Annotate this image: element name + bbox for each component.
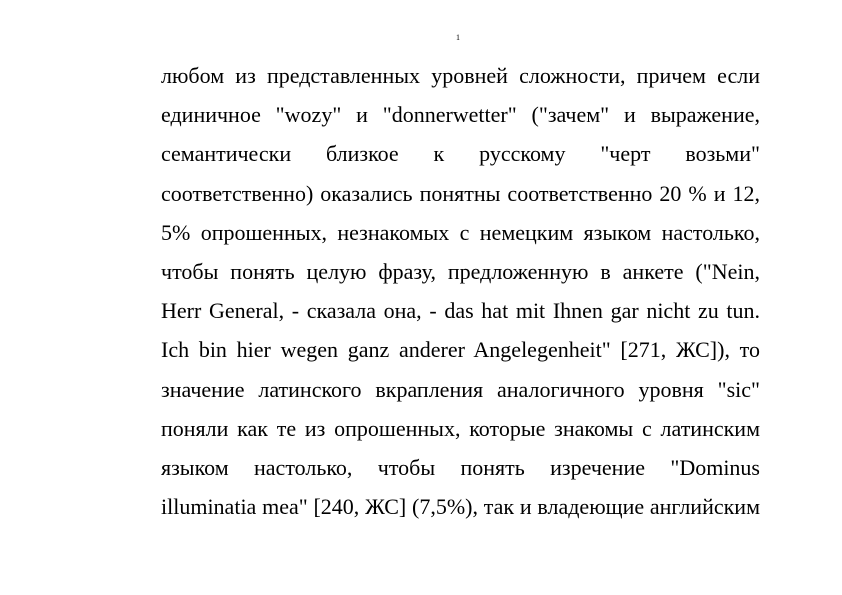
text-line: любом из представленных уровней сложности, причем если <box>161 63 760 88</box>
text-line: соответственно) оказались понятны соответственно 20 % и 12, <box>161 180 760 206</box>
text-line: чтобы понять целую фразу, предложенную в анкете ("Nein, <box>161 258 760 284</box>
text-line: illuminatia mea" [240, ЖС] (7,5%), так и владеющие английским <box>161 494 760 520</box>
text-line: значение латинского вкрапления аналогичного уровня "sic" <box>161 376 760 402</box>
text-line: 5% опрошенных, незнакомых с немецким языком настолько, <box>161 219 760 245</box>
text-line: единичное "wozy" и "donnerwetter" ("зачем" и выражение, <box>161 102 760 128</box>
text-line: языком настолько, чтобы понять изречение "Dominus <box>161 454 760 480</box>
text-line: Ich bin hier wegen ganz anderer Angelegenheit" [271, ЖС]), то <box>161 337 760 363</box>
page-number: 1 <box>456 33 460 42</box>
text-line: Herr General, - сказала она, - das hat mit Ihnen gar nicht zu tun. <box>161 298 760 324</box>
body-text <box>161 60 760 530</box>
text-line: поняли как те из опрошенных, которые знакомы с латинским <box>161 415 760 441</box>
text-line: семантически близкое к русскому "черт возьми" <box>161 141 760 167</box>
